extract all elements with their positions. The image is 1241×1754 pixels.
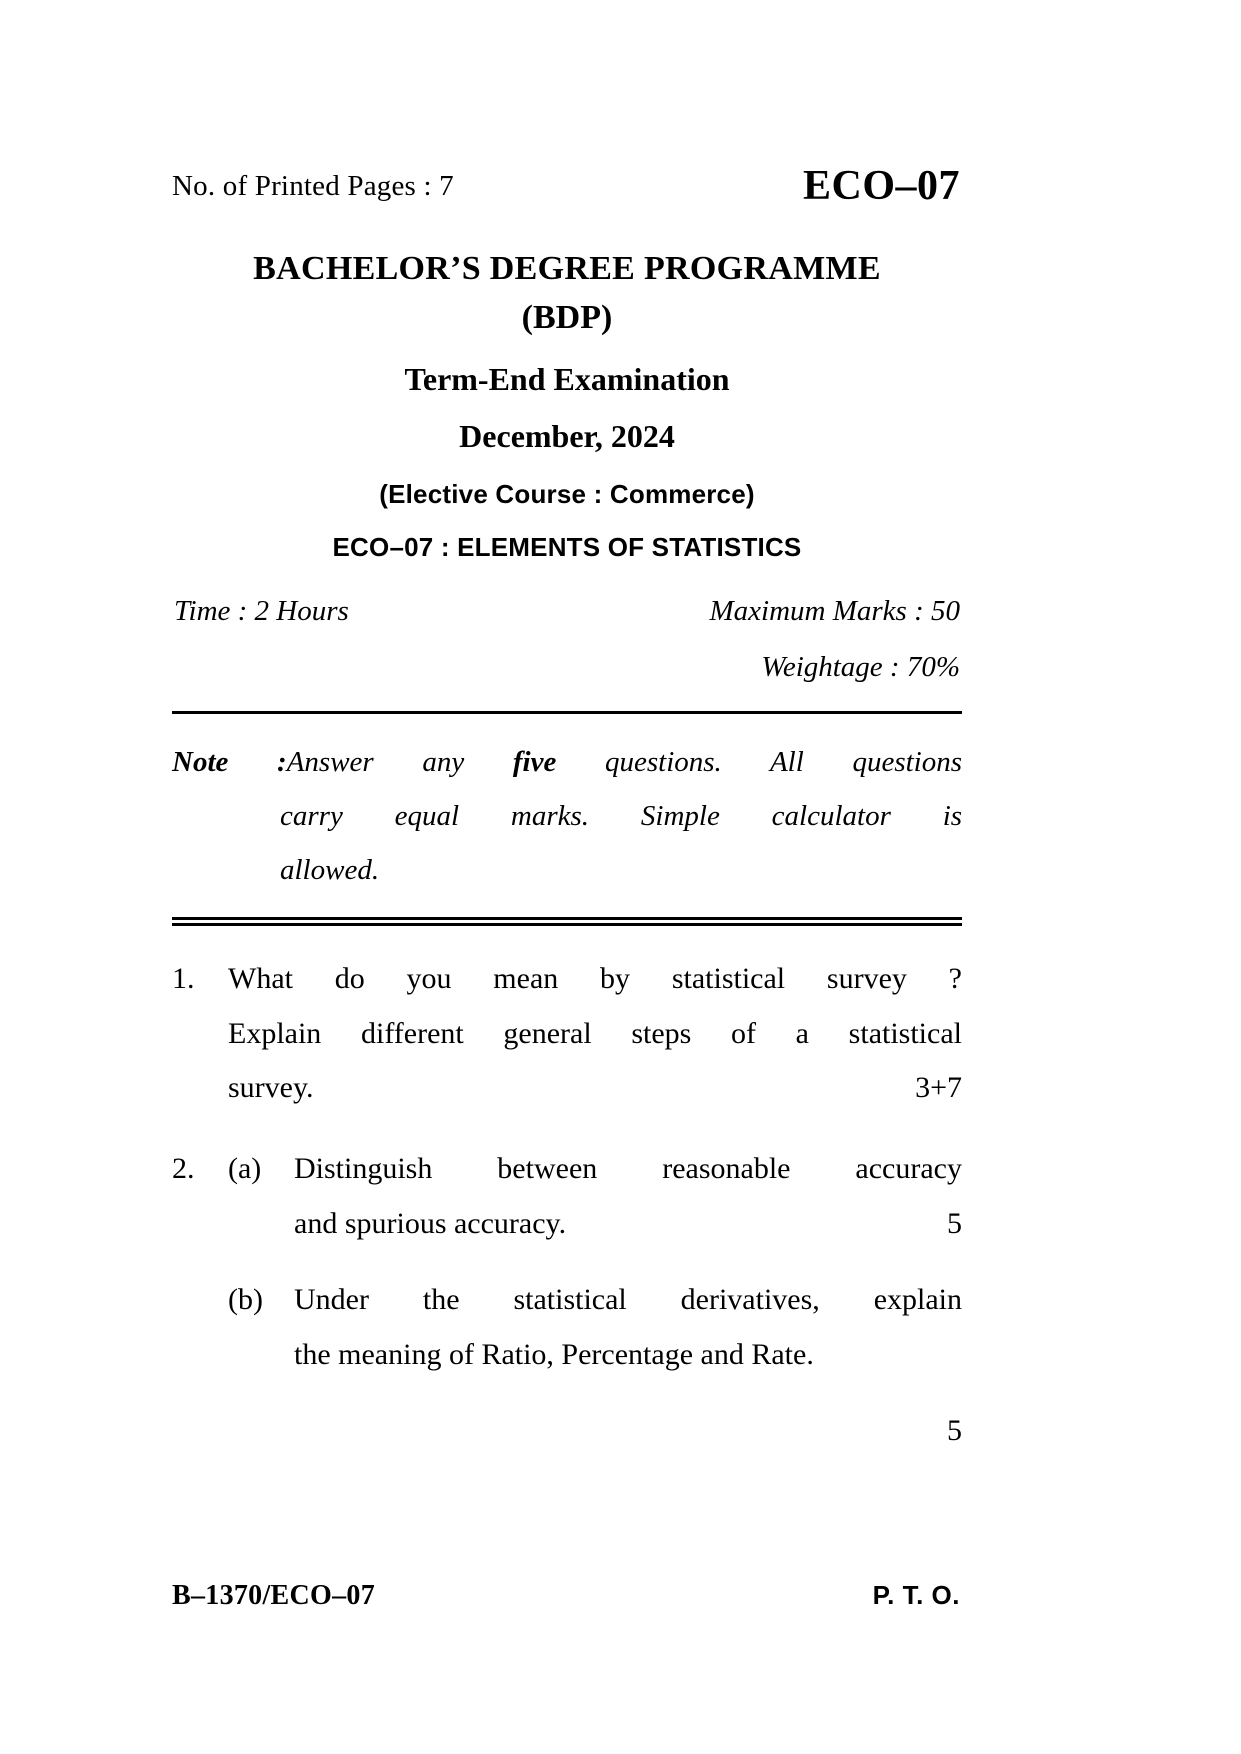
note-text-1e: questions <box>852 746 963 779</box>
divider-above-questions <box>172 917 962 926</box>
note-text-1d: All <box>769 746 804 779</box>
question-2-part-b-line-2: the meaning of Ratio, Percentage and Rate. <box>294 1337 814 1371</box>
divider-above-note <box>172 711 962 714</box>
note-text-2b: equal <box>394 800 460 832</box>
note-block <box>172 736 962 897</box>
question-2-part-a-line-2 <box>294 1197 962 1252</box>
meta-row-time-marks <box>172 595 962 635</box>
course-code-heading: ECO–07 <box>802 163 960 209</box>
note-text-2a: carry <box>280 800 343 832</box>
course-title: ECO–07 : ELEMENTS OF STATISTICS <box>332 532 802 563</box>
note-emphasis-five: five <box>512 746 557 779</box>
note-text-1b: any <box>422 746 465 779</box>
question-1-body <box>228 952 962 1116</box>
printed-pages-label: No. of Printed Pages : 7 <box>172 170 454 202</box>
question-2-part-a-line-2-text: and spurious accuracy. <box>294 1206 567 1240</box>
note-text-2f: is <box>942 800 963 832</box>
question-2-part-a-line-1: Distinguish between reasonable accuracy <box>294 1152 962 1186</box>
header-row <box>172 162 962 226</box>
note-label: Note : <box>172 746 287 779</box>
note-line-3 <box>172 844 962 898</box>
question-1-marks: 3+7 <box>915 1071 962 1105</box>
question-1-line-3 <box>228 1061 962 1116</box>
question-2 <box>172 1142 962 1459</box>
elective-course-label: (Elective Course : Commerce) <box>379 479 755 510</box>
maximum-marks: Maximum Marks : 50 <box>709 595 960 628</box>
pto-label: P. T. O. <box>872 1580 960 1610</box>
question-2-part-b-marks: 5 <box>947 1414 962 1448</box>
questions-list <box>172 952 962 1459</box>
question-2-part-a <box>228 1142 962 1251</box>
question-2-part-a-label: (a) <box>228 1152 262 1186</box>
note-text-2e: calculator <box>771 800 891 832</box>
question-1-line-3-text: survey. <box>228 1071 314 1105</box>
meta-row-weightage <box>172 651 962 693</box>
question-2-part-b-line-1: Under the statistical derivatives, explain <box>294 1283 962 1317</box>
weightage: Weightage : 70% <box>761 651 960 684</box>
question-2-number: 2. <box>172 1152 195 1186</box>
question-2-part-b-label: (b) <box>228 1283 263 1317</box>
page-footer <box>172 1580 962 1624</box>
title-block <box>172 248 962 563</box>
programme-abbreviation: (BDP) <box>521 299 613 337</box>
note-text-1c: questions. <box>605 746 722 779</box>
note-line-2 <box>172 790 962 844</box>
question-2-part-b-body <box>294 1273 962 1382</box>
note-line-1 <box>172 736 962 790</box>
exam-meta-block <box>172 595 962 693</box>
note-text-1a: Answer <box>286 746 374 779</box>
question-2-body <box>228 1142 962 1459</box>
note-text-2c: marks. <box>510 800 590 832</box>
exam-duration: Time : 2 Hours <box>174 595 349 628</box>
question-2-part-b <box>228 1273 962 1382</box>
page-content <box>172 0 962 1485</box>
programme-title: BACHELOR’S DEGREE PROGRAMME <box>253 250 881 287</box>
question-1 <box>172 952 962 1116</box>
question-1-line-2: Explain different general steps of a statistical <box>228 1016 962 1050</box>
note-text-3: allowed. <box>280 853 380 886</box>
question-2-part-a-marks: 5 <box>947 1206 962 1240</box>
exam-session: December, 2024 <box>459 418 675 455</box>
note-text-2d: Simple <box>640 800 720 832</box>
question-2-part-a-body <box>294 1142 962 1251</box>
question-1-line-1: What do you mean by statistical survey ? <box>228 962 962 996</box>
paper-code: B–1370/ECO–07 <box>172 1580 376 1611</box>
question-1-number: 1. <box>172 962 195 996</box>
exam-type: Term-End Examination <box>404 361 730 398</box>
